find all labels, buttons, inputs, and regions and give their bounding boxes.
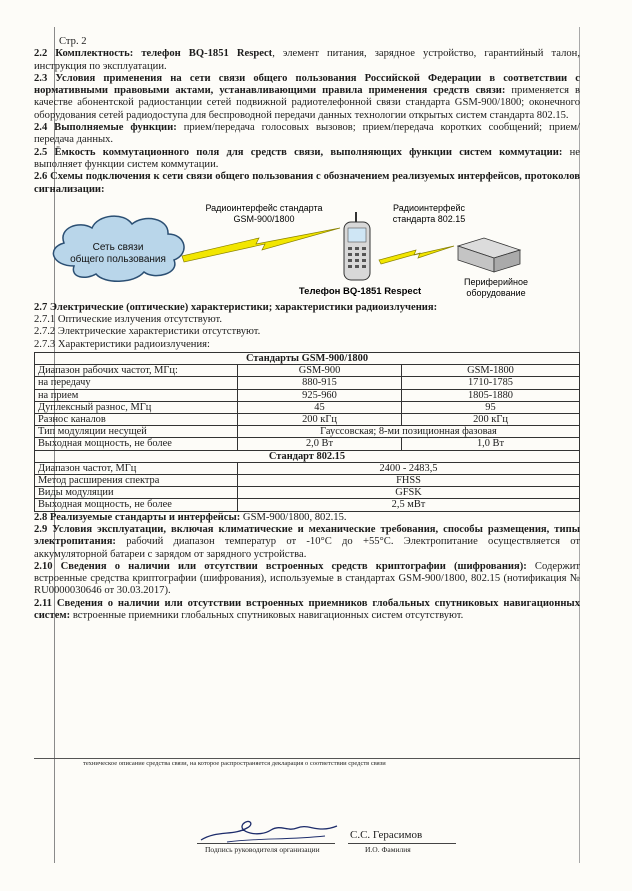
tx-label: на передачу	[35, 377, 238, 389]
peripheral-label-2: оборудование	[466, 287, 526, 298]
table-row	[35, 365, 580, 377]
gsm1800-header: GSM-1800	[402, 365, 580, 377]
section-text: не выполняет функции систем коммутации.	[34, 146, 580, 170]
table-row	[35, 353, 580, 365]
name-label: И.О. Фамилия	[365, 845, 411, 854]
bt-interface-label-1: Радиоинтерфейс	[393, 202, 465, 213]
phone-label: Телефон BQ-1851 Respect	[298, 285, 422, 297]
duplex-label: Дуплексный разнос, МГц	[35, 401, 238, 413]
section-2-7-3: 2.7.3 Характеристики радиоизлучения:	[34, 338, 210, 350]
table-row	[35, 401, 580, 413]
section-text: Содержит встроенные средства криптографии (шифрования), используемые в стандартах GSM-900/1800, 802.15 (нотификация № RU0000030646 от 30.03.2017).	[34, 560, 580, 597]
section-heading: 2.8 Реализуемые стандарты и интерфейсы:	[34, 511, 241, 523]
section-2-7-2: 2.7.2 Электрические характеристики отсутствуют.	[34, 326, 261, 338]
bt-radio-link-icon	[379, 246, 454, 264]
modulation-value: Гауссовская; 8-ми позиционная фазовая	[238, 426, 580, 438]
section-2-3	[34, 73, 580, 122]
gsm-header: Стандарты GSM-900/1800	[35, 353, 580, 365]
duplex900: 45	[238, 401, 402, 413]
tx1800: 1710-1785	[402, 377, 580, 389]
table-row	[35, 414, 580, 426]
bt-freq-label: Диапазон частот, МГц	[35, 462, 238, 474]
spacing900: 200 кГц	[238, 414, 402, 426]
section-2-10	[34, 561, 580, 598]
bt-header: Стандарт 802.15	[35, 450, 580, 462]
section-heading: 2.11 Сведения о наличии или отсутствии встроенных приемников глобальных спутниковых навигационных систем:	[34, 597, 580, 622]
spacing-label: Разнос каналов	[35, 414, 238, 426]
power900: 2,0 Вт	[238, 438, 402, 450]
section-text: прием/передача голосовых вызовов; прием/передача коротких сообщений; прием/передача данных.	[34, 122, 580, 146]
modulation-label: Тип модуляции несущей	[35, 426, 238, 438]
bt-spread: FHSS	[238, 475, 580, 487]
section-2-7-1: 2.7.1 Оптические излучения отсутствуют.	[34, 314, 223, 326]
gsm900-header: GSM-900	[238, 365, 402, 377]
freq-label: Диапазон рабочих частот, МГц:	[35, 365, 238, 377]
section-heading: 2.6 Схемы подключения к сети связи общего пользования с обозначением реализуемых интерфейсов, протоколов сигнализации:	[34, 171, 580, 195]
section-heading: 2.2 Комплектность: телефон BQ-1851 Respect	[34, 48, 273, 60]
gsm-radio-link-icon	[182, 228, 340, 262]
duplex1800: 95	[402, 401, 580, 413]
peripheral-device-icon	[458, 238, 520, 272]
footer-note: техническое описание средства связи, на которое распространяется декларация о соответствии средств связи	[83, 760, 386, 767]
bt-freq: 2400 - 2483,5	[238, 462, 580, 474]
section-heading: 2.5 Ёмкость коммутационного поля для средств связи, выполняющих функции систем коммутации:	[34, 146, 563, 158]
section-2-8	[34, 512, 580, 524]
section-heading: 2.3 Условия применения на сети связи общего пользования Российской Федерации в соответствии с нормативными правовыми актами, устанавливающими правила применения средств связи:	[34, 72, 580, 97]
cloud-label-2: общего пользования	[70, 253, 166, 265]
section-text: встроенные приемники глобальных спутниковых навигационных систем отсутствуют.	[70, 610, 464, 622]
bt-mod: GFSK	[238, 487, 580, 499]
gsm-interface-label-1: Радиоинтерфейс стандарта	[205, 202, 323, 213]
name-line	[348, 843, 456, 844]
section-heading: 2.7 Электрические (оптические) характеристики; характеристики радиоизлучения:	[34, 301, 438, 313]
power1800: 1,0 Вт	[402, 438, 580, 450]
bt-power: 2,5 мВт	[238, 499, 580, 511]
cloud-label-1: Сеть связи	[92, 241, 144, 253]
section-heading: 2.4 Выполняемые функции:	[34, 122, 177, 134]
bt-mod-label: Виды модуляции	[35, 487, 238, 499]
footer-rule	[34, 758, 580, 759]
section-2-5	[34, 147, 580, 172]
section-text: рабочий диапазон температур от -10°С до +55°С. Электропитание осуществляется от аккумуляторной батареи с зарядом от зарядного устройства.	[34, 536, 580, 560]
section-2-9	[34, 524, 580, 561]
section-2-6	[34, 171, 580, 196]
section-heading: 2.10 Сведения о наличии или отсутствии встроенных средств криптографии (шифрования):	[34, 560, 527, 572]
radio-characteristics-table	[34, 352, 580, 512]
section-2-11	[34, 598, 580, 623]
section-text: , элемент питания, зарядное устройство, гарантийный талон, инструкция по эксплуатации.	[34, 48, 580, 72]
signer-name: С.С. Герасимов	[350, 829, 423, 841]
phone-icon	[344, 212, 370, 280]
rx1800: 1805-1880	[402, 389, 580, 401]
table-row	[35, 487, 580, 499]
document-body	[34, 36, 580, 622]
table-row	[35, 450, 580, 462]
table-row	[35, 377, 580, 389]
bt-interface-label-2: стандарта 802.15	[392, 213, 466, 224]
section-text: применяется в качестве абонентской радиостанции сетей подвижной радиотелефонной связи стандарта GSM-900/1800; оконечного оборудования сетей радиодоступа для беспроводной передачи данных технологии открытых систем стандарта 802.15.	[34, 85, 580, 121]
power-label: Выходная мощность, не более	[35, 438, 238, 450]
table-row	[35, 499, 580, 511]
bt-spread-label: Метод расширения спектра	[35, 475, 238, 487]
spacing1800: 200 кГц	[402, 414, 580, 426]
peripheral-label-1: Периферийное	[464, 276, 528, 287]
tx900: 880-915	[238, 377, 402, 389]
rx900: 925-960	[238, 389, 402, 401]
rx-label: на прием	[35, 389, 238, 401]
section-2-4	[34, 122, 580, 147]
signature-icon	[197, 812, 347, 846]
section-heading: 2.9 Условия эксплуатации, включая климатические и механические требования, способы размещения, типы электропитания:	[34, 523, 580, 548]
network-cloud-icon	[53, 216, 184, 281]
table-row	[35, 438, 580, 450]
section-text: GSM-900/1800, 802.15.	[240, 511, 347, 523]
table-row	[35, 475, 580, 487]
bt-power-label: Выходная мощность, не более	[35, 499, 238, 511]
table-row	[35, 462, 580, 474]
page-number: Стр. 2	[59, 36, 87, 47]
signature-line	[197, 843, 335, 844]
table-row	[35, 389, 580, 401]
signature-label: Подпись руководителя организации	[205, 845, 320, 854]
gsm-interface-label-2: GSM-900/1800	[233, 213, 295, 224]
section-2-2	[34, 48, 580, 73]
section-2-7	[34, 302, 580, 314]
table-row	[35, 426, 580, 438]
connection-diagram	[34, 198, 580, 302]
connection-diagram-svg	[34, 198, 580, 302]
